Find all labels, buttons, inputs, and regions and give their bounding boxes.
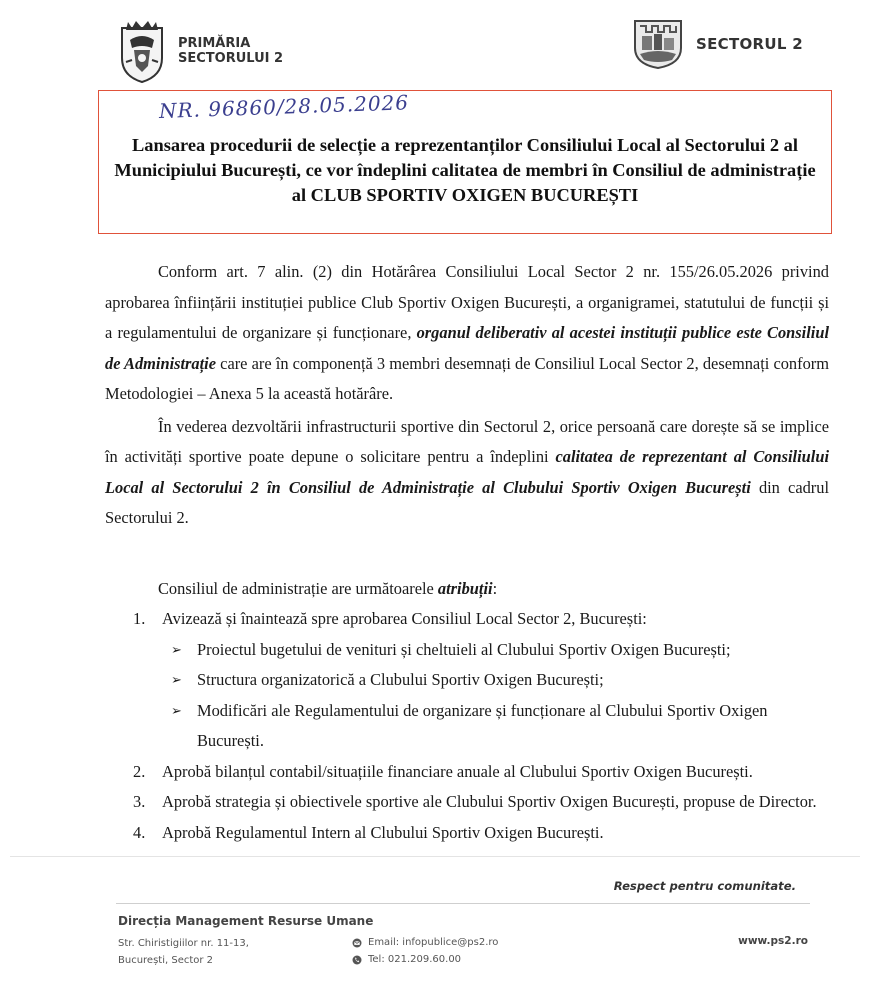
sub-list-item-text: Proiectul bugetului de venituri și cheltuieli al Clubului Sportiv Oxigen București; [197, 639, 731, 659]
sub-list-item-text: Structura organizatorică a Clubului Sportiv Oxigen București; [197, 670, 604, 689]
email-icon [352, 938, 362, 948]
attributions-intro [105, 574, 829, 605]
p2-emphasis: calitatea de reprezentant al Consiliului Local al Sectorului 2 în Consiliul de Administrație al Clubului Sportiv Oxigen București [105, 447, 829, 497]
email-text[interactable]: Email: infopublice@ps2.ro [368, 937, 499, 948]
email-row [352, 934, 498, 951]
p1-text-a: Conform art. 7 alin. (2) din Hotărârea Consiliului Local Sector 2 nr. 155/26.05.2026 privind aprobarea înființării instituției publice Club Sportiv Oxigen București, a organigramei, statutului de funcții și a regulamentului de organizare și funcționare, [105, 262, 829, 342]
sub-list-item [157, 696, 829, 757]
p1-emphasis: organul deliberativ al acestei instituții publice este Consiliul de Administrație [105, 323, 830, 373]
list-item-text: Aprobă bilanțul contabil/situațiile financiare anuale al Clubului Sportiv Oxigen București. [162, 761, 753, 781]
address-line-1: Str. Chiristigiilor nr. 11-13, [118, 938, 249, 949]
p1-text-c: care are în componență 3 membri desemnați de Consiliul Local Sector 2, desemnați conform Metodologiei – Anexa 5 la această hotărâre. [105, 353, 829, 403]
list-item-number: 4. [133, 822, 146, 842]
sector-crest-icon [632, 18, 684, 70]
arrow-bullet-icon: ➢ [171, 702, 182, 718]
sub-list-item-text: Modificări ale Regulamentului de organizare și funcționare al Clubului Sportiv Oxigen București. [197, 700, 768, 750]
list-item-text: Avizează și înaintează spre aprobarea Consiliul Local Sector 2, București: [162, 609, 647, 628]
paragraph-2 [105, 412, 829, 534]
list-item-text: Aprobă Regulamentul Intern al Clubului Sportiv Oxigen București. [162, 822, 604, 842]
primaria-crest-icon [118, 18, 166, 84]
header-left-line1: PRIMĂRIA [178, 36, 251, 51]
list-item [105, 604, 829, 757]
document-body [105, 257, 829, 848]
footer-department: Direcția Management Resurse Umane [118, 914, 374, 928]
title-box [98, 90, 832, 234]
footer-divider [116, 903, 810, 904]
header-right-name: SECTORUL 2 [696, 35, 803, 53]
address-line-2: București, Sector 2 [118, 955, 214, 966]
phone-icon [352, 955, 362, 965]
sub-list-item [157, 635, 829, 666]
intro-text: Consiliul de administrație are următoarele [158, 578, 438, 598]
sub-list [162, 635, 829, 757]
list-item-number: 1. [133, 609, 146, 628]
footer-website[interactable]: www.ps2.ro [738, 935, 808, 947]
registration-number: NR. 96860/28.05.2026 [158, 90, 410, 123]
list-item [105, 787, 829, 818]
spacer [105, 534, 829, 574]
footer-address [118, 935, 249, 969]
paragraph-1 [105, 257, 829, 410]
header-left-line2: SECTORULUI 2 [178, 51, 284, 66]
intro-emphasis: atribuții [437, 578, 493, 598]
list-item [105, 757, 829, 788]
phone-row [352, 951, 498, 968]
intro-colon: : [492, 578, 498, 598]
sub-list-item [157, 665, 829, 696]
document-title: Lansarea procedurii de selecție a reprezentanților Consiliului Local al Sectorului 2 al Municipiului București, ce vor îndeplini calitatea de membri în Consiliul de administrație al CLUB SPORTIV OXIGEN BUCUREȘTI [114, 135, 816, 205]
arrow-bullet-icon: ➢ [171, 641, 182, 657]
footer-contact [352, 934, 498, 968]
arrow-bullet-icon: ➢ [171, 672, 182, 687]
attributions-list [105, 604, 829, 848]
p2-text-a: În vederea dezvoltării infrastructurii sportive din Sectorul 2, orice persoană care dorește să se implice în activități sportive poate depune o solicitare pentru a îndeplini [105, 416, 829, 466]
footer-slogan: Respect pentru comunitate. [613, 879, 796, 893]
phone-text[interactable]: Tel: 021.209.60.00 [368, 954, 462, 965]
p2-text-c: din cadrul Sectorului 2. [105, 477, 830, 527]
list-item-text: Aprobă strategia și obiectivele sportive ale Clubului Sportiv Oxigen București, propuse de Director. [162, 792, 817, 811]
page-fold-line [10, 856, 860, 857]
header-right [632, 18, 803, 70]
list-item-number: 2. [133, 761, 146, 781]
header-left [118, 18, 283, 84]
list-item [105, 818, 829, 849]
list-item-number: 3. [133, 792, 146, 811]
